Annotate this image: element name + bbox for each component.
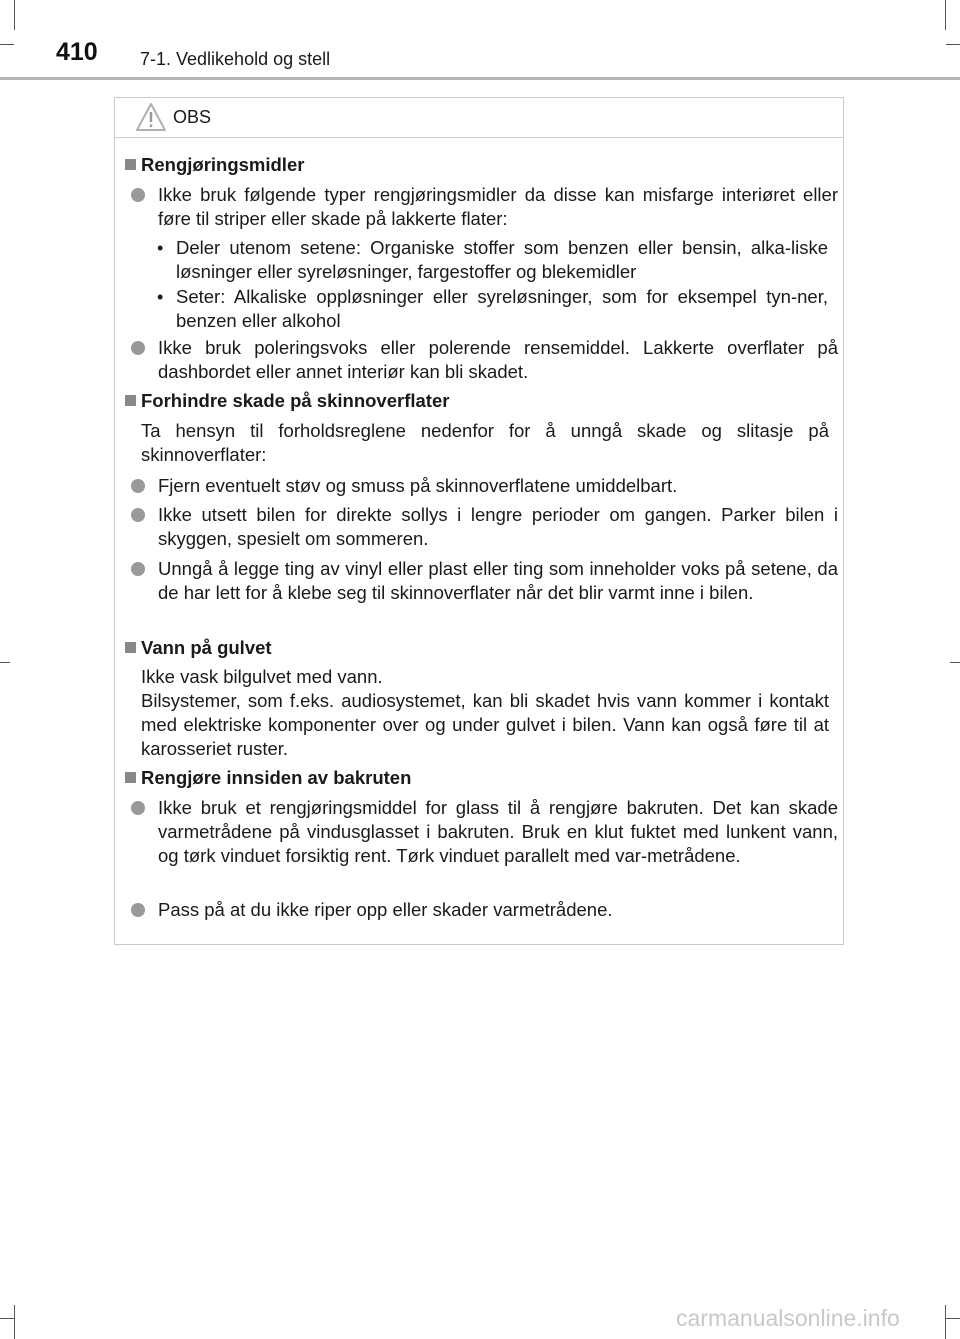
bullet-text: Ikke bruk et rengjøringsmiddel for glass til å rengjøre bakruten. Det kan skade varmetrådene på vindusglasset i bakruten. Bruk en klut fuktet med lunkent vann, og tørk vinduet forsiktig rent. Tørk vinduet parallelt med var-metrådene. (158, 797, 838, 866)
heading-text: Rengjøringsmidler (141, 154, 305, 175)
crop-mark (0, 1318, 14, 1319)
paragraph-text: Ikke vask bilgulvet med vann. (141, 666, 383, 687)
circle-bullet-icon (131, 801, 145, 815)
crop-mark (0, 662, 10, 663)
square-bullet-icon (125, 772, 136, 783)
square-bullet-icon (125, 395, 136, 406)
obs-label: OBS (173, 107, 212, 127)
heading-text: Forhindre skade på skinnoverflater (141, 390, 450, 411)
bullet-text: Unngå å legge ting av vinyl eller plast eller ting som inneholder voks på setene, da de har lett for å klebe seg til skinnoverflater når det blir varmt inne i bilen. (158, 558, 838, 603)
circle-bullet-icon (131, 188, 145, 202)
dot-bullet-icon: • (157, 287, 164, 307)
crop-mark (14, 1305, 15, 1339)
bullet-text: Fjern eventuelt støv og smuss på skinnoverflatene umiddelbart. (158, 475, 678, 496)
page-number: 410 (56, 38, 98, 66)
obs-caution-box (114, 97, 844, 945)
paragraph-text: Bilsystemer, som f.eks. audiosystemet, kan bli skadet hvis vann kommer i kontakt med elektriske komponenter over og under gulvet i bilen. Vann kan også føre til at karosseriet ruster. (141, 690, 829, 759)
sub-bullet-text: Deler utenom setene: Organiske stoffer som benzen eller bensin, alka-liske løsninger eller syreløsninger, fargestoffer og blekemidler (176, 237, 828, 282)
obs-header (115, 98, 843, 138)
crop-mark (945, 1305, 946, 1339)
section-title: 7-1. Vedlikehold og stell (140, 49, 331, 69)
square-bullet-icon (125, 159, 136, 170)
bullet-text: Ikke bruk poleringsvoks eller polerende rensemiddel. Lakkerte overflater på dashbordet eller annet interiør kan bli skadet. (158, 337, 838, 382)
circle-bullet-icon (131, 341, 145, 355)
crop-mark (946, 1318, 960, 1319)
crop-mark (946, 44, 960, 45)
heading-vann-pa-gulvet (125, 636, 272, 660)
bullet-text: Pass på at du ikke riper opp eller skader varmetrådene. (158, 899, 613, 920)
crop-mark (945, 0, 946, 30)
circle-bullet-icon (131, 508, 145, 522)
circle-bullet-icon (131, 479, 145, 493)
sub-bullet-text: Seter: Alkaliske oppløsninger eller syreløsninger, som for eksempel tyn-ner, benzen eller alkohol (176, 286, 828, 331)
heading-text: Rengjøre innsiden av bakruten (141, 767, 412, 788)
square-bullet-icon (125, 642, 136, 653)
crop-mark (950, 662, 960, 663)
bullet-text: Ikke bruk følgende typer rengjøringsmidler da disse kan misfarge interiøret eller føre til striper eller skade på lakkerte flater: (158, 184, 838, 229)
heading-text: Vann på gulvet (141, 637, 272, 658)
heading-rengjoringsmidler (125, 153, 304, 177)
watermark: carmanualsonline.info (676, 1305, 900, 1331)
circle-bullet-icon (131, 562, 145, 576)
header-divider (0, 77, 960, 80)
paragraph-text: Ta hensyn til forholdsreglene nedenfor for å unngå skade og slitasje på skinnoverflater: (141, 420, 829, 465)
crop-mark (14, 0, 15, 30)
warning-triangle-icon (135, 102, 167, 132)
heading-bakruten (125, 766, 411, 790)
bullet-text: Ikke utsett bilen for direkte sollys i lengre perioder om gangen. Parker bilen i skyggen, spesielt om sommeren. (158, 504, 838, 549)
dot-bullet-icon: • (157, 238, 164, 258)
circle-bullet-icon (131, 903, 145, 917)
crop-mark (0, 44, 14, 45)
heading-skinnoverflater (125, 389, 449, 413)
